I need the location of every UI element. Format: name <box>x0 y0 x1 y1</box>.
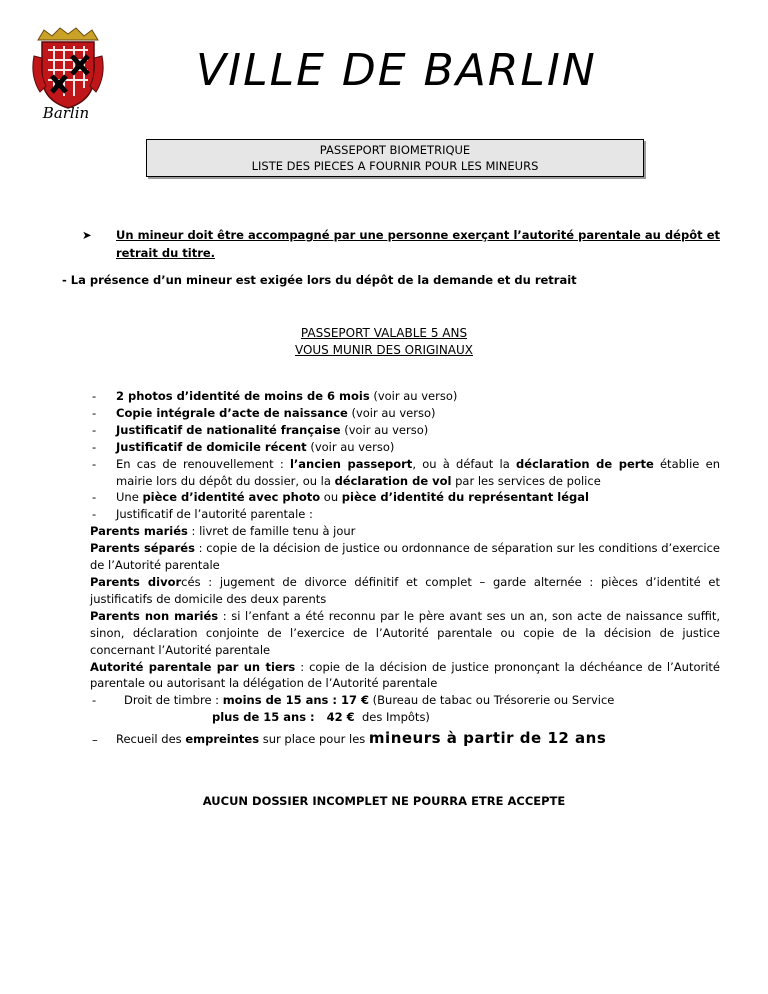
presence-note: - La présence d’un mineur est exigée lors du dépôt de la demande et du retrait <box>62 273 577 287</box>
accompaniment-text: Un mineur doit être accompagné par une personne exerçant l’autorité parentale au dépôt et retrait du titre. <box>116 228 720 260</box>
originals-line: VOUS MUNIR DES ORIGINAUX <box>294 343 474 357</box>
arrow-bullet-icon: ➤ <box>82 228 92 242</box>
stamp-duty: - Droit de timbre : moins de 15 ans : 17 € (Bureau de tabac ou Trésorerie ou Service <box>92 693 615 708</box>
parents-separated: Parents séparés : copie de la décision de justice ou ordonnance de séparation sur les conditions d’exercice de l’Autorité parentale <box>90 541 720 573</box>
list-item: - Justificatif de nationalité française (voir au verso) <box>92 422 429 437</box>
page-title: VILLE DE BARLIN <box>196 45 597 96</box>
header-line-2: LISTE DES PIECES A FOURNIR POUR LES MINEURS <box>251 159 539 173</box>
list-item: - Copie intégrale d’acte de naissance (voir au verso) <box>92 405 436 420</box>
validity-block <box>0 325 768 359</box>
accompaniment-requirement <box>82 226 720 262</box>
list-item: - Justificatif de l’autorité parentale : <box>92 507 313 522</box>
incomplete-file-warning: AUCUN DOSSIER INCOMPLET NE POURRA ETRE ACCEPTE <box>202 794 566 808</box>
list-item: - 2 photos d’identité de moins de 6 mois (voir au verso) <box>92 389 458 403</box>
logo-caption: Barlin <box>42 104 90 122</box>
list-item: - Justificatif de domicile récent (voir au verso) <box>92 439 395 454</box>
parents-unmarried: Parents non mariés : si l’enfant a été reconnu par le père avant ses un an, son acte de naissance suffit, sinon, déclaration conjointe de l’exercice de l’Autorité parentale ou copie de la décision de justice concernant l’Autorité parentale <box>90 608 721 657</box>
stamp-duty-over-15: plus de 15 ans : 42 € des Impôts) <box>212 710 430 725</box>
parents-divorced: Parents divorcés : jugement de divorce définitif et complet – garde alternée : pièces d’identité et justificatifs de domicile des deux parents <box>90 574 720 606</box>
list-item: - En cas de renouvellement : l’ancien passeport, ou à défaut la déclaration de perte établie en mairie lors du dépôt du dossier, ou la déclaration de vol par les services de police <box>92 456 720 488</box>
parents-married: Parents mariés : livret de famille tenu à jour <box>90 524 356 539</box>
parental-authority-third-party: Autorité parentale par un tiers : copie de la décision de justice prononçant la déchéance de l’Autorité parentale ou autorisant la délégation de l’Autorité parentale <box>90 659 720 691</box>
document-header-box <box>146 139 644 177</box>
required-documents-list <box>92 388 720 748</box>
list-item: - Une pièce d’identité avec photo ou pièce d’identité du représentant légal <box>92 490 589 505</box>
header-line-1: PASSEPORT BIOMETRIQUE <box>319 143 471 157</box>
validity-line: PASSEPORT VALABLE 5 ANS <box>300 326 468 340</box>
fingerprints-item: – Recueil des empreintes sur place pour les mineurs à partir de 12 ans <box>92 729 607 748</box>
